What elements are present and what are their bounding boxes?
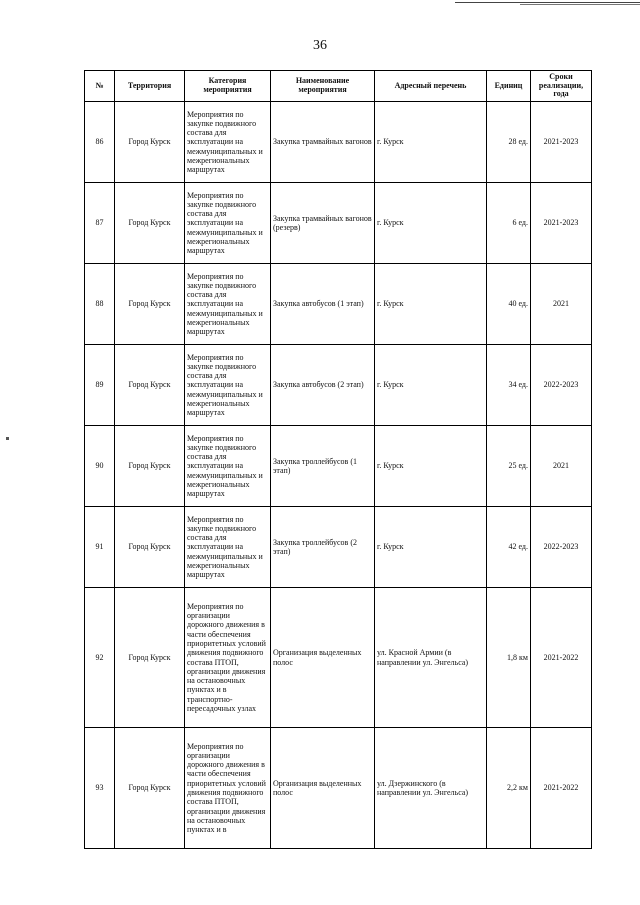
cell-units: 34 ед. bbox=[487, 345, 531, 426]
table-row bbox=[85, 507, 592, 588]
cell-num: 90 bbox=[85, 426, 115, 507]
cell-term: 2022-2023 bbox=[531, 507, 592, 588]
header-term: Сроки реализации, года bbox=[531, 71, 592, 102]
table-row bbox=[85, 102, 592, 183]
cell-territory: Город Курск bbox=[115, 507, 185, 588]
cell-term: 2021-2022 bbox=[531, 728, 592, 849]
cell-num: 93 bbox=[85, 728, 115, 849]
header-units: Единиц bbox=[487, 71, 531, 102]
cell-term: 2022-2023 bbox=[531, 345, 592, 426]
cell-num: 87 bbox=[85, 183, 115, 264]
cell-num: 89 bbox=[85, 345, 115, 426]
cell-category: Мероприятия по закупке подвижного состава для эксплуатации на межмуниципальных и межрегиональных маршрутах bbox=[185, 345, 271, 426]
cell-name: Закупка автобусов (1 этап) bbox=[271, 264, 375, 345]
cell-units: 28 ед. bbox=[487, 102, 531, 183]
cell-address: ул. Дзержинского (в направлении ул. Энгельса) bbox=[375, 728, 487, 849]
cell-territory: Город Курск bbox=[115, 345, 185, 426]
cell-num: 86 bbox=[85, 102, 115, 183]
cell-address: г. Курск bbox=[375, 345, 487, 426]
cell-name: Закупка троллейбусов (1 этап) bbox=[271, 426, 375, 507]
cell-address: г. Курск bbox=[375, 102, 487, 183]
cell-units: 1,8 км bbox=[487, 588, 531, 728]
cell-name: Закупка автобусов (2 этап) bbox=[271, 345, 375, 426]
header-category: Категория мероприятия bbox=[185, 71, 271, 102]
cell-num: 88 bbox=[85, 264, 115, 345]
cell-address: ул. Красной Армии (в направлении ул. Энгельса) bbox=[375, 588, 487, 728]
cell-term: 2021-2022 bbox=[531, 588, 592, 728]
cell-category: Мероприятия по закупке подвижного состава для эксплуатации на межмуниципальных и межрегиональных маршрутах bbox=[185, 507, 271, 588]
cell-category: Мероприятия по закупке подвижного состава для эксплуатации на межмуниципальных и межрегиональных маршрутах bbox=[185, 102, 271, 183]
margin-speck bbox=[6, 437, 9, 440]
cell-territory: Город Курск bbox=[115, 183, 185, 264]
table-row bbox=[85, 588, 592, 728]
cell-territory: Город Курск bbox=[115, 264, 185, 345]
page-number: 36 bbox=[313, 38, 327, 53]
cell-units: 25 ед. bbox=[487, 426, 531, 507]
cell-address: г. Курск bbox=[375, 426, 487, 507]
cell-term: 2021 bbox=[531, 264, 592, 345]
table-row bbox=[85, 264, 592, 345]
cell-category: Мероприятия по организации дорожного движения в части обеспечения приоритетных условий движения подвижного состава ПТОП, организации движения на остановочных пунктах и в bbox=[185, 728, 271, 849]
cell-name: Закупка троллейбусов (2 этап) bbox=[271, 507, 375, 588]
cell-territory: Город Курск bbox=[115, 728, 185, 849]
table-row bbox=[85, 183, 592, 264]
header-territory: Территория bbox=[115, 71, 185, 102]
table-row bbox=[85, 345, 592, 426]
cell-territory: Город Курск bbox=[115, 426, 185, 507]
header-name: Наименование мероприятия bbox=[271, 71, 375, 102]
cell-units: 6 ед. bbox=[487, 183, 531, 264]
table-row bbox=[85, 728, 592, 849]
cell-term: 2021-2023 bbox=[531, 183, 592, 264]
cell-name: Организация выделенных полос bbox=[271, 728, 375, 849]
header-address: Адресный перечень bbox=[375, 71, 487, 102]
cell-name: Закупка трамвайных вагонов bbox=[271, 102, 375, 183]
top-scan-rule-secondary bbox=[520, 4, 640, 5]
top-scan-rule bbox=[455, 2, 640, 3]
cell-address: г. Курск bbox=[375, 264, 487, 345]
table-header-row bbox=[85, 71, 592, 102]
cell-units: 2,2 км bbox=[487, 728, 531, 849]
cell-category: Мероприятия по организации дорожного движения в части обеспечения приоритетных условий движения подвижного состава ПТОП, организации движения на остановочных пунктах и в транспортно-пересадочных узлах bbox=[185, 588, 271, 728]
cell-num: 92 bbox=[85, 588, 115, 728]
cell-name: Организация выделенных полос bbox=[271, 588, 375, 728]
cell-units: 42 ед. bbox=[487, 507, 531, 588]
cell-category: Мероприятия по закупке подвижного состава для эксплуатации на межмуниципальных и межрегиональных маршрутах bbox=[185, 183, 271, 264]
cell-territory: Город Курск bbox=[115, 588, 185, 728]
events-table bbox=[84, 70, 592, 849]
cell-territory: Город Курск bbox=[115, 102, 185, 183]
cell-address: г. Курск bbox=[375, 507, 487, 588]
cell-term: 2021-2023 bbox=[531, 102, 592, 183]
table-row bbox=[85, 426, 592, 507]
cell-category: Мероприятия по закупке подвижного состава для эксплуатации на межмуниципальных и межрегиональных маршрутах bbox=[185, 264, 271, 345]
cell-address: г. Курск bbox=[375, 183, 487, 264]
cell-name: Закупка трамвайных вагонов (резерв) bbox=[271, 183, 375, 264]
header-num: № bbox=[85, 71, 115, 102]
cell-units: 40 ед. bbox=[487, 264, 531, 345]
cell-category: Мероприятия по закупке подвижного состава для эксплуатации на межмуниципальных и межрегиональных маршрутах bbox=[185, 426, 271, 507]
cell-num: 91 bbox=[85, 507, 115, 588]
cell-term: 2021 bbox=[531, 426, 592, 507]
